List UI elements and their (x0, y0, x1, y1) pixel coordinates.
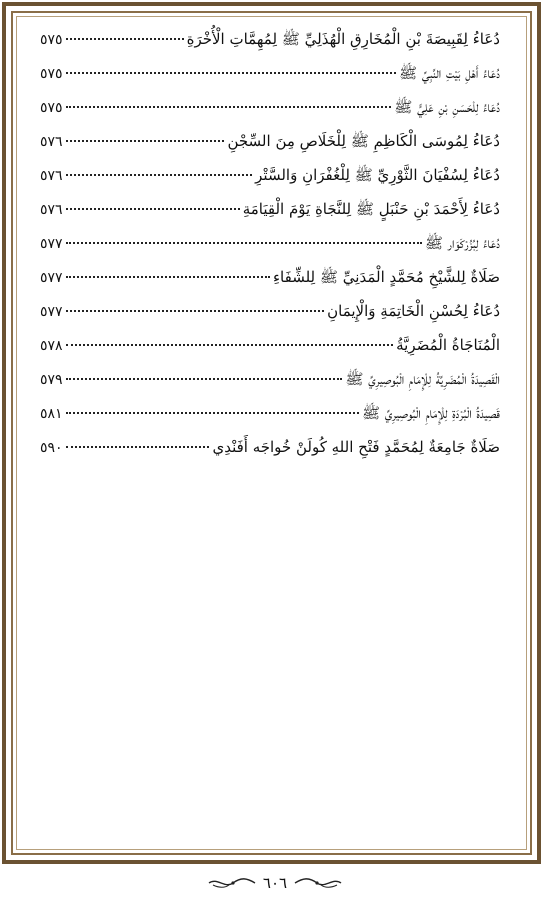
toc-entry-title: صَلَاةٌ لِلشَّيْخِ مُحَمَّدٍ الْمَدَنِيِّ ﷺ لِلشِّفَاءِ (273, 268, 500, 286)
toc-entry (40, 336, 500, 370)
table-of-contents (40, 30, 500, 472)
toc-entry (40, 234, 500, 268)
toc-entry-page: ٥٧٥ (40, 32, 63, 48)
dot-leader (66, 276, 270, 278)
toc-entry (40, 132, 500, 166)
toc-entry-title: صَلَاةٌ جَامِعَةٌ لِمُحَمَّدٍ فَتْحِ اللهِ كُولَنْ خُواجَه أَفَنْدِي (212, 438, 500, 456)
dot-leader (66, 140, 225, 142)
toc-entry-page: ٥٧٦ (40, 134, 63, 150)
toc-entry (40, 404, 500, 438)
dot-leader (66, 38, 184, 40)
toc-entry-page: ٥٧٦ (40, 168, 63, 184)
toc-entry-title: دُعَاءُ لِبُزُرْكَوَار ﷺ (424, 234, 500, 252)
toc-entry (40, 200, 500, 234)
dot-leader (66, 72, 396, 74)
dot-leader (66, 106, 392, 108)
toc-entry (40, 438, 500, 472)
toc-entry-page: ٥٧٥ (40, 66, 63, 82)
toc-entry (40, 302, 500, 336)
toc-entry-title: الْقَصِيدَةُ الْمُضَرِيَّةُ لِلْإِمَامِ الْبُوصِيرِيِّ ﷺ (345, 370, 500, 388)
page-number: ٦٠٦ (262, 874, 288, 892)
dot-leader (66, 174, 253, 176)
footer-ornament-group (207, 874, 343, 892)
dot-leader (66, 310, 325, 312)
toc-entry-page: ٥٧٧ (40, 270, 63, 286)
dot-leader (66, 344, 394, 346)
toc-entry-page: ٥٧٧ (40, 236, 63, 252)
toc-entry-title: دُعَاءُ لِأَحْمَدَ بْنِ حَنْبَلٍ ﷺ لِلنَّجَاةِ يَوْمَ الْقِيَامَةِ (242, 200, 500, 218)
dot-leader (66, 412, 359, 414)
dot-leader (66, 208, 240, 210)
left-swash-icon (207, 876, 257, 890)
toc-entry-page: ٥٧٦ (40, 202, 63, 218)
toc-entry-title: دُعَاءُ أَهْلِ بَيْتِ النَّبِيِّ ﷺ (399, 64, 500, 82)
page-footer (0, 868, 550, 898)
toc-entry-page: ٥٧٥ (40, 100, 63, 116)
toc-entry-page: ٥٧٧ (40, 304, 63, 320)
toc-entry-title: دُعَاءُ لِسُفْيَانَ الثَّوْرِيِّ ﷺ لِلْغُفْرَانِ وَالسَّتْرِ (255, 166, 500, 184)
toc-entry-title: دُعَاءُ لِمُوسَى الْكَاظِمِ ﷺ لِلْخَلَاصِ مِنَ السِّجْنِ (227, 132, 500, 150)
toc-entry (40, 98, 500, 132)
toc-entry-title: دُعَاءُ لِلْحَسَنِ بْنِ عَلِيٍّ ﷺ (394, 98, 500, 116)
toc-entry (40, 268, 500, 302)
toc-entry-title: الْمُنَاجَاةُ الْمُضَرِيَّةُ (396, 336, 500, 354)
toc-entry (40, 30, 500, 64)
toc-entry (40, 64, 500, 98)
dot-leader (66, 446, 210, 448)
toc-entry-title: قَصِيدَةُ الْبُرْدَةِ لِلْإِمَامِ الْبُوصِيرِيِّ ﷺ (361, 404, 500, 422)
toc-entry-page: ٥٨١ (40, 406, 63, 422)
toc-entry-title: دُعَاءُ لِحُسْنِ الْخَاتِمَةِ وَالْإِيمَانِ (327, 302, 500, 320)
toc-entry-title: دُعَاءُ لِقَبِيصَةَ بْنِ الْمُخَارِقِ الْهُذَلِيِّ ﷺ لِمُهِمَّاتِ الْأُخْرَةِ (186, 30, 500, 48)
toc-entry-page: ٥٩٠ (40, 440, 63, 456)
toc-entry (40, 166, 500, 200)
toc-entry-page: ٥٧٩ (40, 372, 63, 388)
dot-leader (66, 378, 343, 380)
toc-entry (40, 370, 500, 404)
right-swash-icon (293, 876, 343, 890)
toc-entry-page: ٥٧٨ (40, 338, 63, 354)
dot-leader (66, 242, 422, 244)
